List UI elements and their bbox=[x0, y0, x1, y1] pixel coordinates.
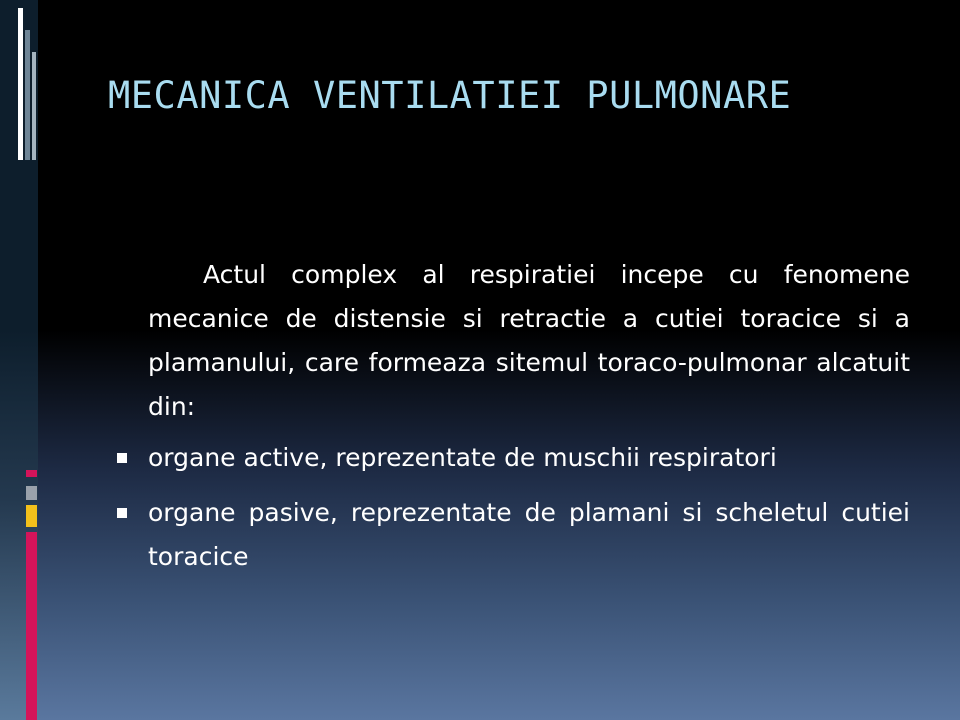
bullet-list bbox=[148, 436, 910, 579]
accent-block-grey bbox=[26, 486, 37, 500]
slide-body bbox=[148, 253, 910, 579]
bullet-text: organe active, reprezentate de muschii respiratori bbox=[148, 443, 777, 472]
accent-bar-white bbox=[18, 8, 23, 160]
accent-bar-slate bbox=[25, 30, 30, 160]
accent-bar-magenta bbox=[26, 532, 37, 720]
bullet-item bbox=[148, 436, 910, 480]
bullet-text: organe pasive, reprezentate de plamani si scheletul cutiei toracice bbox=[148, 498, 910, 571]
bullet-item bbox=[148, 491, 910, 579]
slide-title: MECANICA VENTILATIEI PULMONARE bbox=[108, 74, 792, 117]
intro-paragraph: Actul complex al respiratiei incepe cu fenomene mecanice de distensie si retractie a cutiei toracice si a plamanului, care formeaza sitemul toraco-pulmonar alcatuit din: bbox=[148, 260, 910, 421]
accent-bar-light bbox=[32, 52, 36, 160]
accent-block-yellow bbox=[26, 505, 37, 527]
square-bullet-icon bbox=[117, 453, 127, 463]
accent-block-magenta bbox=[26, 470, 37, 477]
square-bullet-icon bbox=[117, 508, 127, 518]
